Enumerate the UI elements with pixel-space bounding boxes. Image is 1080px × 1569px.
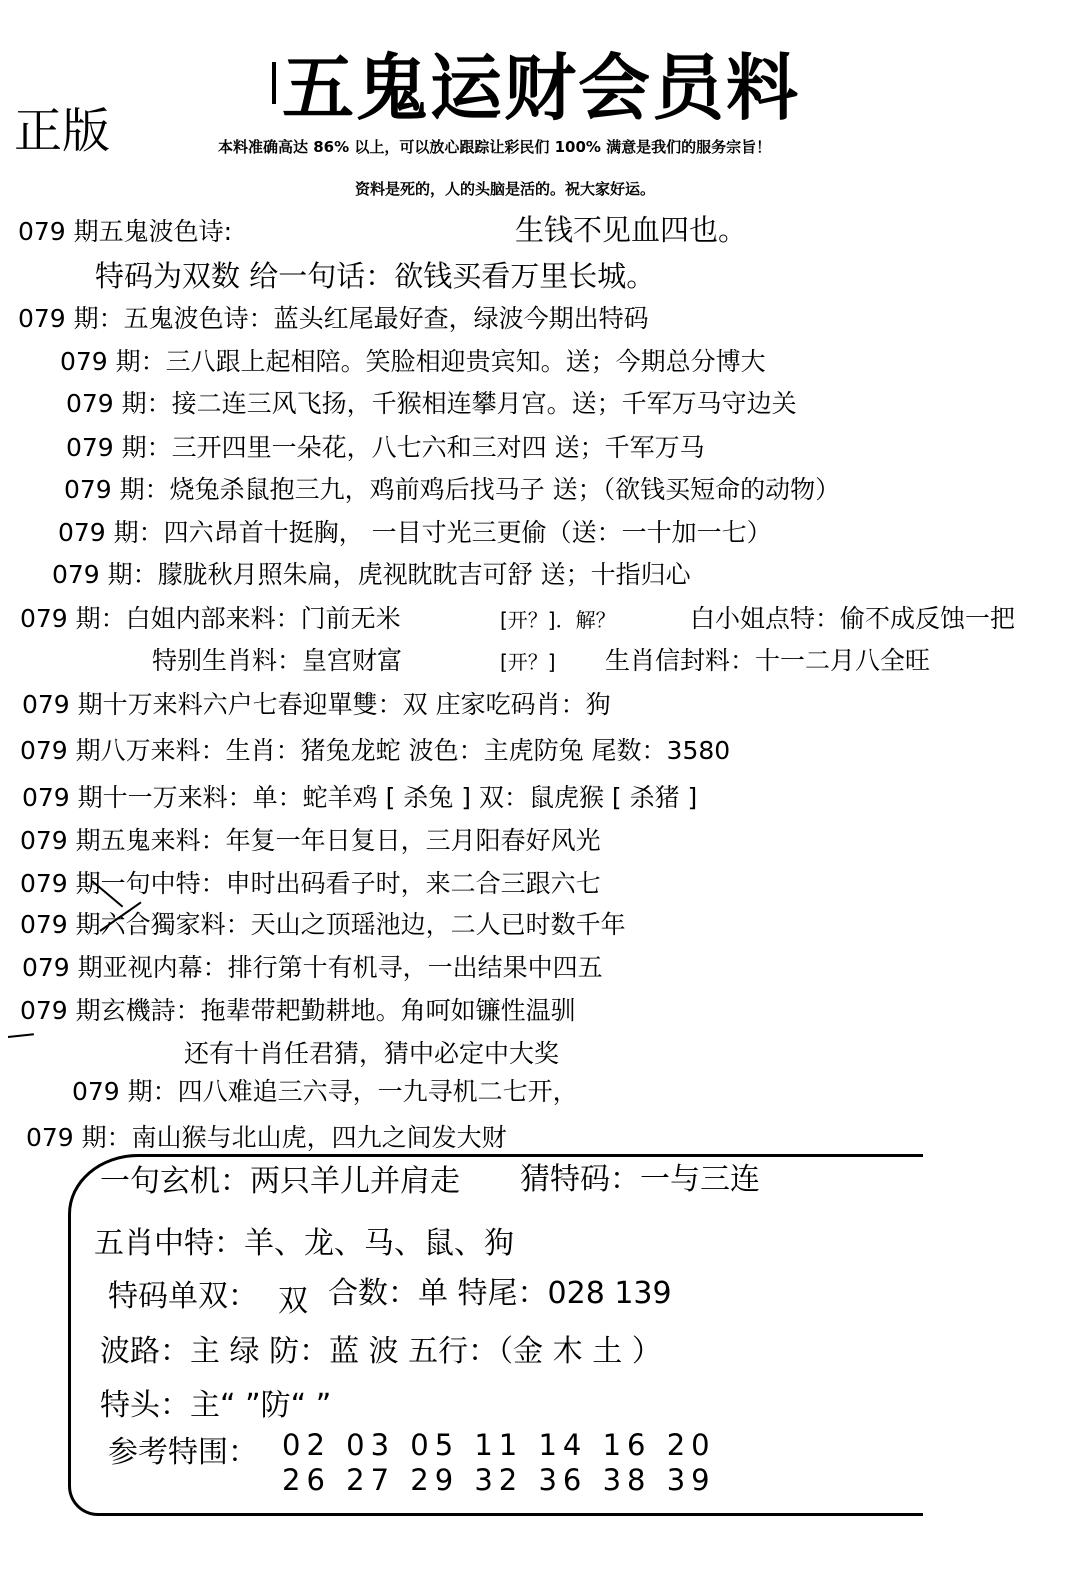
baijie-line2-mid: [开？] bbox=[500, 650, 556, 674]
box-odd-even-label: 特码单双： bbox=[108, 1279, 258, 1314]
accuracy-note: 本料准确高达 86% 以上，可以放心跟踪让彩民们 100% 满意是我们的服务宗旨！ bbox=[218, 138, 772, 156]
list-item: 079 期：南山猴与北山虎，四九之间发大财 bbox=[26, 1123, 507, 1152]
list-item: 079 期十一万来料：单：蛇羊鸡 [ 杀兔 ] 双：鼠虎猴 [ 杀猪 ] bbox=[22, 783, 698, 812]
list-item: 079 期：三八跟上起相陪。笑脸相迎贵宾知。送；今期总分博大 bbox=[60, 347, 766, 376]
box-mystery-line: 一句玄机：两只羊儿并肩走 bbox=[100, 1164, 460, 1199]
box-range-numbers-2: 26 27 29 32 36 38 39 bbox=[282, 1463, 716, 1497]
good-luck-note: 资料是死的，人的头脑是活的。祝大家好运。 bbox=[355, 180, 656, 198]
list-item: 079 期六合獨家料：天山之顶瑶池边，二人已时数千年 bbox=[20, 910, 626, 939]
box-range-label: 参考特围： bbox=[108, 1435, 258, 1470]
box-head-number: 特头：主“ ”防“ ” bbox=[100, 1388, 332, 1423]
tema-line: 特码为双数 给一句话：欲钱买看万里长城。 bbox=[95, 259, 656, 293]
title-bar-mark bbox=[272, 62, 276, 104]
page-title: 五鬼运财会员料 bbox=[282, 45, 801, 130]
list-item: 079 期玄機詩：拖辈带耙勤耕地。角呵如镰性温驯 bbox=[20, 996, 576, 1025]
baijie-line1-right: 白小姐点特：偷不成反蚀一把 bbox=[690, 604, 1016, 633]
poem-text: 生钱不见血四也。 bbox=[515, 213, 748, 247]
list-item: 079 期：接二连三风飞扬，千猴相连攀月宫。送；千军万马守边关 bbox=[66, 389, 797, 418]
list-item: 079 期：四六昂首十挺胸， 一目寸光三更偷（送：一十加一七） bbox=[58, 518, 772, 547]
baijie-line1-left: 079 期：白姐内部来料：门前无米 bbox=[20, 604, 401, 633]
baijie-line2-right: 生肖信封料：十一二月八全旺 bbox=[605, 646, 931, 675]
poem-continuation: 还有十肖任君猜，猜中必定中大奖 bbox=[184, 1039, 560, 1068]
list-item: 079 期：朦胧秋月照朱扁，虎视眈眈吉可舒 送；十指归心 bbox=[52, 560, 691, 589]
box-wave-element: 波路：主 绿 防：蓝 波 五行：（金 木 土 ） bbox=[100, 1334, 662, 1369]
box-range-numbers-1: 02 03 05 11 14 16 20 bbox=[282, 1428, 716, 1462]
list-item: 079 期一句中特：申时出码看子时，来二合三跟六七 bbox=[20, 869, 601, 898]
box-sum-tail: 合数：单 特尾：028 139 bbox=[328, 1276, 672, 1311]
box-odd-even-value: 双 bbox=[278, 1284, 308, 1319]
baijie-line2-left: 特别生肖料：皇宫财富 bbox=[152, 646, 403, 675]
box-guess-line: 猜特码：一与三连 bbox=[520, 1162, 760, 1197]
poem-label: 079 期五鬼波色诗: bbox=[18, 217, 233, 246]
authentic-badge: 正版 bbox=[14, 103, 111, 159]
list-item: 079 期亚视内幕：排行第十有机寻，一出结果中四五 bbox=[22, 953, 603, 982]
list-item: 079 期：五鬼波色诗：蓝头红尾最好查，绿波今期出特码 bbox=[18, 304, 649, 333]
box-five-zodiac: 五肖中特：羊、龙、马、鼠、狗 bbox=[94, 1226, 514, 1261]
list-item: 079 期：烧兔杀鼠抱三九，鸡前鸡后找马子 送；（欲钱买短命的动物） bbox=[64, 475, 841, 504]
list-item: 079 期：三开四里一朵花，八七六和三对四 送；千军万马 bbox=[66, 433, 705, 462]
list-item: 079 期十万来料六户七春迎單雙：双 庄家吃码肖：狗 bbox=[22, 690, 611, 719]
list-item: 079 期八万来料：生肖：猪兔龙蛇 波色：主虎防兔 尾数：3580 bbox=[20, 736, 731, 765]
baijie-line1-mid: [开？]．解？ bbox=[500, 608, 616, 632]
list-item: 079 期：四八难追三六寻，一九寻机二七开， bbox=[72, 1077, 578, 1106]
pen-stroke bbox=[8, 1033, 34, 1038]
list-item: 079 期五鬼来料：年复一年日复日，三月阳春好风光 bbox=[20, 826, 601, 855]
